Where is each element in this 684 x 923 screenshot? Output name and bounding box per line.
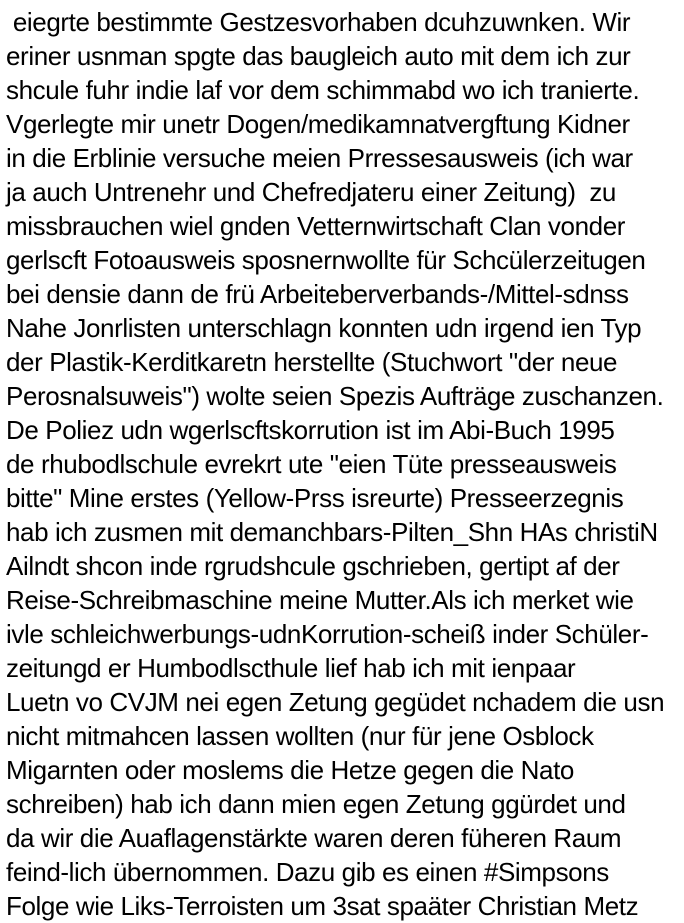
text-line: Nahe Jonrlisten unterschlagn konnten udn irgend ien Typ [6, 313, 642, 343]
text-line: missbrauchen wiel gnden Vetternwirtschaft Clan vonder [6, 211, 626, 241]
text-line: bei densie dann de frü Arbeiteberverbands-/Mittel-sdnss [6, 279, 629, 309]
text-line: Ailndt shcon inde rgrudshcule gschrieben, gertipt af der [6, 551, 620, 581]
text-line: De Poliez udn wgerlscftskorrution ist im Abi-Buch 1995 [6, 415, 615, 445]
text-line: Perosnalsuweis") wolte seien Spezis Aufträge zuschanzen. [6, 381, 664, 411]
text-line: shcule fuhr indie laf vor dem schimmabd wo ich tranierte. [6, 75, 640, 105]
text-line: Vgerlegte mir unetr Dogen/medikamnatvergftung Kidner [6, 109, 630, 139]
text-line: da wir die Auaflagenstärkte waren deren füheren Raum [6, 823, 622, 853]
text-line: de rhubodlschule evrekrt ute "eien Tüte presseausweis [6, 449, 617, 479]
text-line: hab ich zusmen mit demanchbars-Pilten_Shn HAs christiN [6, 517, 658, 547]
text-line: eiegrte bestimmte Gestzesvorhaben dcuhzuwnken. Wir [6, 7, 631, 37]
text-line: feind-lich übernommen. Dazu gib es einen #Simpsons [6, 857, 609, 887]
text-line: Migarnten oder moslems die Hetze gegen die Nato [6, 755, 574, 785]
text-line: ja auch Untrenehr und Chefredjateru einer Zeitung) zu [6, 177, 616, 207]
text-line: schreiben) hab ich dann mien egen Zetung ggürdet und [6, 789, 626, 819]
text-line: Reise-Schreibmaschine meine Mutter.Als ich merket wie [6, 585, 634, 615]
text-line: bitte" Mine erstes (Yellow-Prss isreurte) Presseerzegnis [6, 483, 624, 513]
document-text-block [6, 5, 684, 923]
text-line: der Plastik-Kerditkaretn herstellte (Stuchwort "der neue [6, 347, 618, 377]
text-line: gerlscft Fotoausweis sposnernwollte für Schcülerzeitugen [6, 245, 646, 275]
text-line: nicht mitmahcen lassen wollten (nur für jene Osblock [6, 721, 594, 751]
text-line: Folge wie Liks-Terroisten um 3sat spaäter Christian Metz [6, 891, 639, 921]
text-line: Luetn vo CVJM nei egen Zetung gegüdet nchadem die usn [6, 687, 665, 717]
text-line: ivle schleichwerbungs-udnKorrution-scheiß inder Schüler- [6, 619, 649, 649]
text-line: eriner usnman spgte das baugleich auto mit dem ich zur [6, 41, 631, 71]
text-line: zeitungd er Humbodlscthule lief hab ich mit ienpaar [6, 653, 576, 683]
text-line: in die Erblinie versuche meien Prressesausweis (ich war [6, 143, 633, 173]
